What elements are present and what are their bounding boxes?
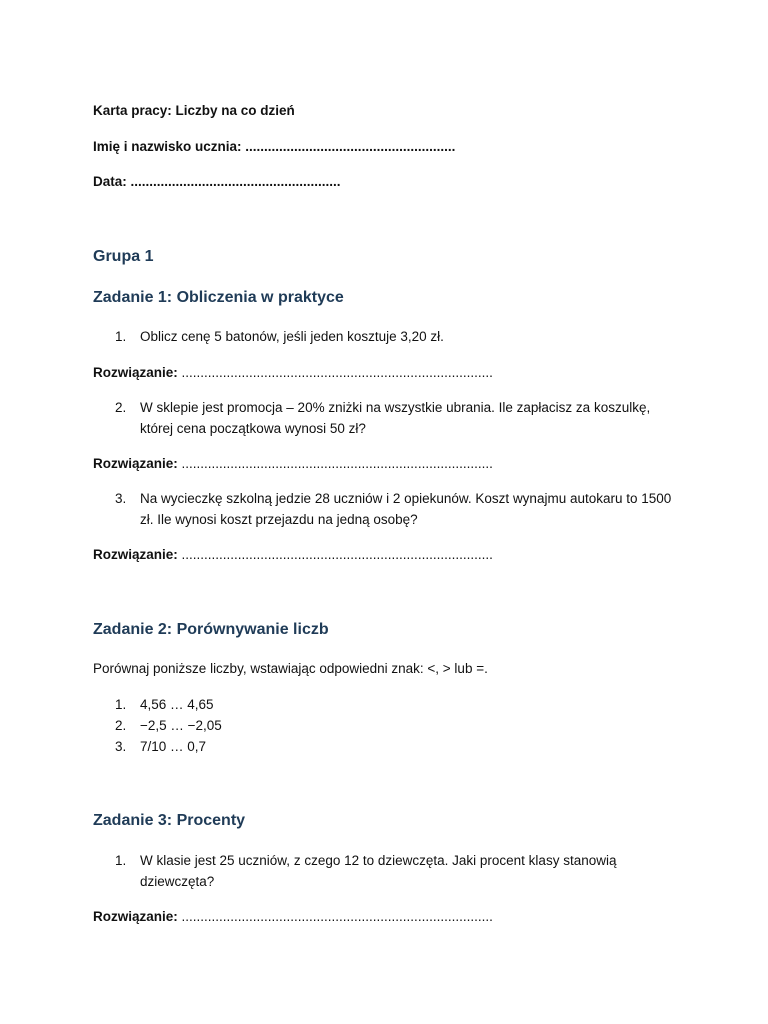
- solution-dots: ...................................................................................: [177, 456, 493, 471]
- solution-label: Rozwiązanie:: [93, 547, 178, 562]
- item-text: W klasie jest 25 uczniów, z czego 12 to dziewczęta. Jaki procent klasy stanowią dziewczęta?: [140, 853, 617, 889]
- item-text: −2,5 … −2,05: [140, 718, 222, 733]
- task2-intro: Porównaj poniższe liczby, wstawiając odpowiedni znak: <, > lub =.: [93, 661, 488, 676]
- group-heading: Grupa 1: [93, 248, 154, 265]
- item-number: 2.: [115, 400, 127, 415]
- solution-label: Rozwiązanie:: [93, 456, 178, 471]
- task2-heading: Zadanie 2: Porównywanie liczb: [93, 621, 329, 638]
- item-number: 3.: [115, 491, 127, 506]
- task3-heading: Zadanie 3: Procenty: [93, 812, 246, 829]
- item-number: 1.: [115, 853, 127, 868]
- solution-dots: ...................................................................................: [177, 909, 493, 924]
- task1-item-1: [115, 326, 675, 347]
- item-text: W sklepie jest promocja – 20% zniżki na wszystkie ubrania. Ile zapłacisz za koszulkę, której cena początkowa wynosi 50 zł?: [140, 400, 651, 436]
- solution-dots: ...................................................................................: [177, 365, 493, 380]
- item-text: Oblicz cenę 5 batonów, jeśli jeden kosztuje 3,20 zł.: [140, 329, 444, 344]
- task1-solution-2: [93, 455, 493, 473]
- item-text: 4,56 … 4,65: [140, 697, 214, 712]
- task1-solution-3: [93, 546, 493, 564]
- task1-solution-1: [93, 364, 493, 382]
- solution-label: Rozwiązanie:: [93, 909, 178, 924]
- date-line: Data: ........................................................: [93, 174, 341, 189]
- task1-heading: Zadanie 1: Obliczenia w praktyce: [93, 289, 344, 306]
- item-number: 3.: [115, 739, 127, 754]
- task2-item-1: [115, 694, 675, 715]
- solution-dots: ...................................................................................: [177, 547, 493, 562]
- task3-item-1: [115, 850, 675, 892]
- task1-item-3: [115, 488, 675, 530]
- item-text: Na wycieczkę szkolną jedzie 28 uczniów i 2 opiekunów. Koszt wynajmu autokaru to 1500 zł. Ile wynosi koszt przejazdu na jedną osobę?: [140, 491, 672, 527]
- worksheet-title: Karta pracy: Liczby na co dzień: [93, 103, 295, 118]
- item-number: 1.: [115, 329, 127, 344]
- solution-label: Rozwiązanie:: [93, 365, 178, 380]
- task1-item-2: [115, 397, 675, 439]
- student-name-line: Imię i nazwisko ucznia: ........................................................: [93, 139, 456, 154]
- task3-solution-1: [93, 908, 493, 926]
- task2-item-2: [115, 715, 675, 736]
- item-number: 2.: [115, 718, 127, 733]
- item-text: 7/10 … 0,7: [140, 739, 207, 754]
- item-number: 1.: [115, 697, 127, 712]
- task2-item-3: [115, 736, 675, 757]
